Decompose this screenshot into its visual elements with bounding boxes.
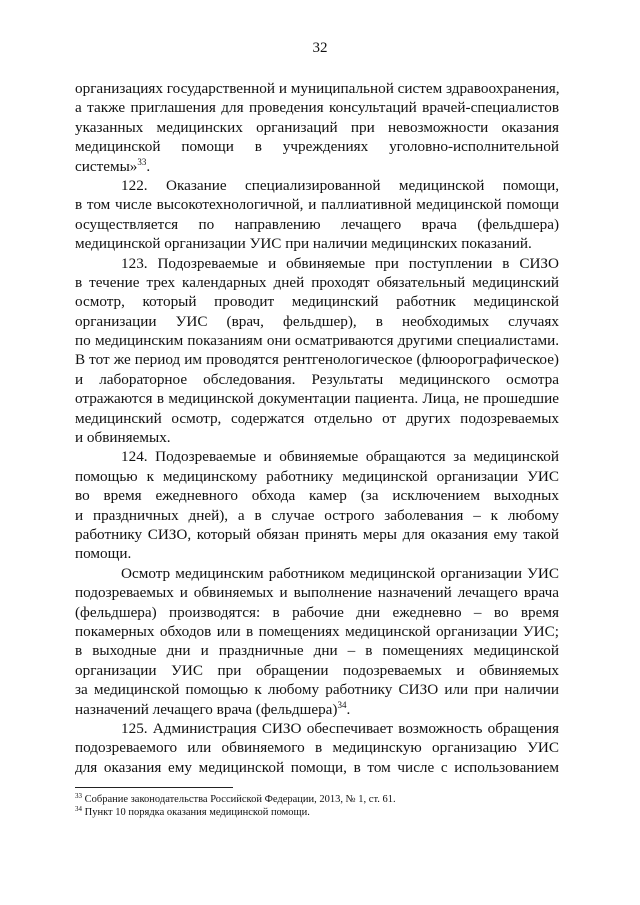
text-line: отражаются в медицинской документации пациента. Лица, не прошедшие — [75, 390, 559, 408]
text-line: и праздничных дней), а в случае острого заболевания – к любому — [75, 506, 559, 524]
text-line: медицинской помощи в учреждениях уголовно-исполнительной — [75, 138, 559, 156]
text-line: работнику СИЗО, который обязан принять меры для оказания ему такой — [75, 525, 559, 543]
text-line: организациях государственной и муниципальной систем здравоохранения, — [75, 80, 560, 97]
text-line: назначений лечащего врача (фельдшера)$^{34}$. — [75, 699, 351, 718]
text-line: в том числе высокотехнологичной, и паллиативной медицинской помощи — [75, 196, 559, 214]
text-line: осмотр, который проводит медицинский работник медицинской — [75, 293, 559, 311]
text-line: подозреваемого или обвиняемого в медицинскую организацию УИС — [75, 739, 559, 757]
text-line: медицинский осмотр, содержатся отдельно от других подозреваемых — [75, 409, 559, 427]
paragraph-122-start: 122. Оказание специализированной медицинской помощи, — [121, 176, 559, 194]
footnote-text: Собрание законодательства Российской Федерации, 2013, № 1, ст. 61. — [84, 794, 396, 805]
footnote-text: Пункт 10 порядка оказания медицинской помощи. — [84, 807, 310, 818]
text-line: медицинской организации УИС при наличии медицинских показаний. — [75, 235, 532, 253]
text-line: в течение трех календарных дней проходят обязательный медицинский — [75, 273, 559, 291]
body-text — [75, 79, 559, 777]
paragraph-124-start: 124. Подозреваемые и обвиняемые обращаются за медицинской — [121, 448, 559, 466]
text-line: и обвиняемых. — [75, 429, 171, 447]
footnote-33 — [75, 793, 559, 806]
text-line: помощи. — [75, 545, 132, 563]
text-line: В тот же период им проводятся рентгенологическое (флюорографическое) — [75, 351, 559, 369]
footnote-ref: 34 — [337, 699, 347, 710]
text-line: во время ежедневного обхода камер (за исключением выходных — [75, 487, 559, 505]
text-line: организации УИС (врач, фельдшер), в необходимых случаях — [75, 312, 559, 330]
footnote-ref: 33 — [137, 156, 147, 167]
text-line: (фельдшера) производятся: в рабочие дни ежедневно – во время — [75, 603, 559, 621]
page-number: 32 — [312, 40, 328, 56]
text-line: организации УИС при обращении подозреваемых и обвиняемых — [75, 661, 559, 679]
text-line: для оказания ему медицинской помощи, в том числе с использованием — [75, 758, 559, 776]
text-line: а также приглашения для проведения консультаций врачей-специалистов — [75, 99, 559, 117]
text-line: подозреваемых и обвиняемых и выполнение назначений лечащего врача — [75, 584, 559, 602]
footnote-number: 34 — [75, 805, 82, 813]
text-line: в выходные дни и праздничные дни – в помещениях медицинской — [75, 642, 559, 660]
text-line: указанных медицинских организаций при невозможности оказания — [75, 118, 559, 136]
text-line: осуществляется по направлению лечащего врача (фельдшера) — [75, 215, 559, 233]
footnote-34 — [75, 806, 559, 819]
text-line: и лабораторное обследования. Результаты медицинского осмотра — [75, 370, 559, 388]
footnotes — [75, 793, 559, 819]
paragraph-examination-start: Осмотр медицинским работником медицинской организации УИС — [121, 564, 559, 582]
footnote-number: 33 — [75, 792, 82, 800]
paragraph-123-start: 123. Подозреваемые и обвиняемые при поступлении в СИЗО — [121, 254, 559, 272]
text-line: за медицинской помощью к любому работнику СИЗО или при наличии — [75, 681, 559, 699]
paragraph-125-start: 125. Администрация СИЗО обеспечивает возможность обращения — [121, 719, 559, 737]
text-line: покамерных обходов или в помещениях медицинской организации УИС; — [75, 622, 559, 640]
text-line: по медицинским показаниям они осматриваются другими специалистами. — [75, 332, 559, 350]
text-line: системы»$^{33}$. — [75, 156, 151, 175]
footnote-separator — [75, 787, 233, 788]
text-line: помощью к медицинскому работнику медицинской организации УИС — [75, 467, 559, 485]
